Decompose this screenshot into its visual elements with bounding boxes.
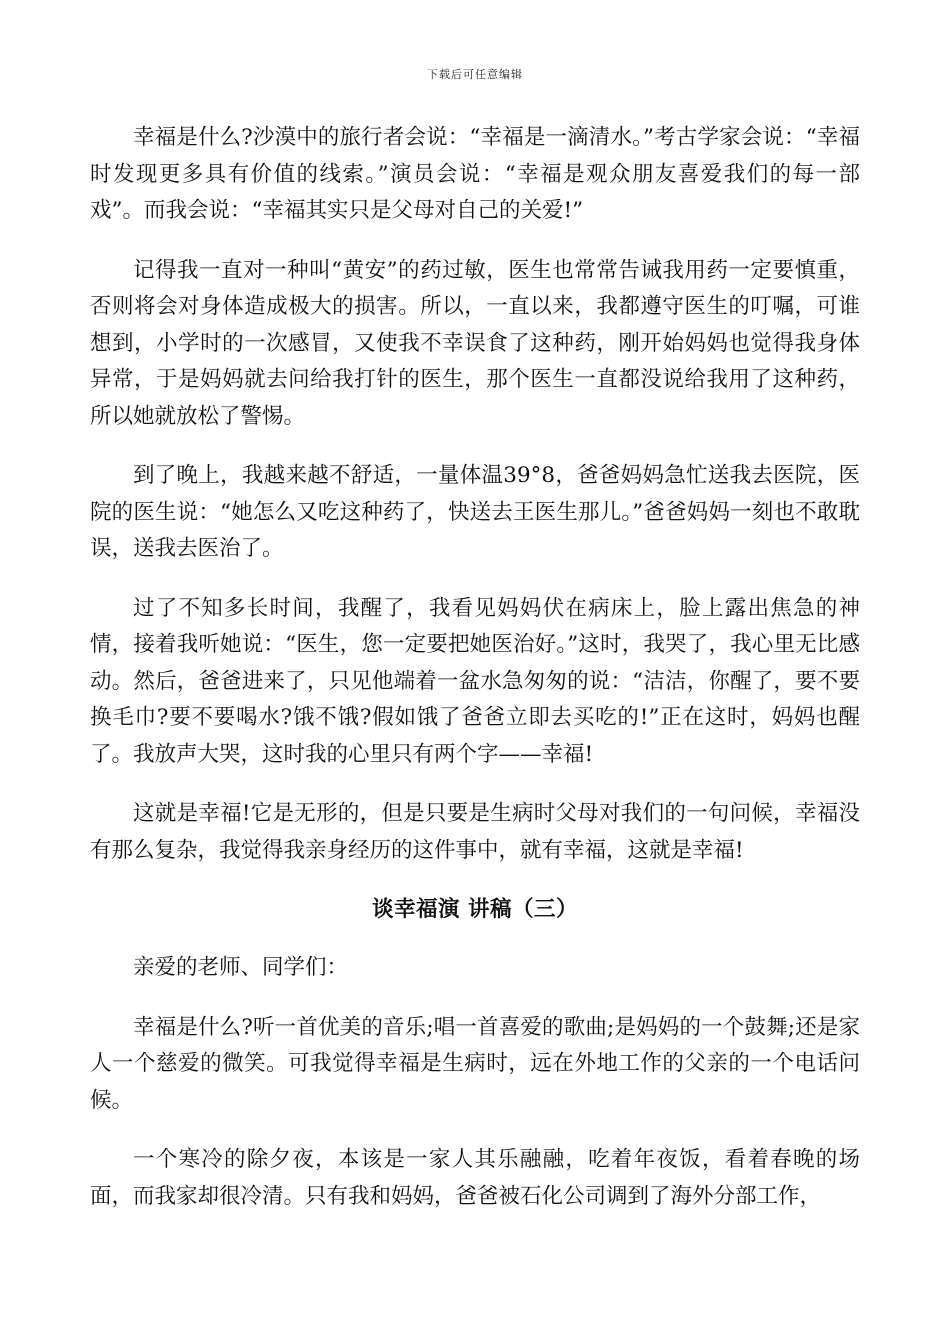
paragraph: 幸福是什么?沙漠中的旅行者会说：“幸福是一滴清水。”考古学家会说：“幸福时发现更多具有价值的线索。”演员会说：“幸福是观众朋友喜爱我们的每一部戏”。而我会说：“幸福其实只是父母对自己的关爱!” (90, 125, 860, 223)
document-body (90, 120, 860, 1238)
paragraph: 到了晚上，我越来越不舒适，一量体温39°8，爸爸妈妈急忙送我去医院，医院的医生说：“她怎么又吃这种药了，快送去王医生那儿。”爸爸妈妈一刻也不敢耽误，送我去医治了。 (90, 463, 860, 561)
paragraph: 亲爱的老师、同学们： (133, 955, 349, 980)
header-note: 下载后可任意编辑 (427, 68, 523, 81)
paragraph: 幸福是什么?听一首优美的音乐;唱一首喜爱的歌曲;是妈妈的一个鼓舞;还是家人一个慈爱的微笑。可我觉得幸福是生病时，远在外地工作的父亲的一个电话问候。 (90, 1014, 860, 1113)
section-heading: 谈幸福演 讲稿（三） (372, 897, 578, 922)
paragraph: 一个寒冷的除夕夜，本该是一家人其乐融融，吃着年夜饭，看着春晚的场面，而我家却很冷清。只有我和妈妈，爸爸被石化公司调到了海外分部工作， (90, 1147, 860, 1209)
paragraph: 这就是幸福!它是无形的，但是只要是生病时父母对我们的一句问候，幸福没有那么复杂，我觉得我亲身经历的这件事中，就有幸福，这就是幸福! (90, 801, 860, 863)
paragraph: 记得我一直对一种叫“黄安”的药过敏，医生也常常告诫我用药一定要慎重，否则将会对身体造成极大的损害。所以，一直以来，我都遵守医生的叮嘱，可谁想到，小学时的一次感冒，又使我不幸误食了这种药，刚开始妈妈也觉得我身体异常，于是妈妈就去问给我打针的医生，那个医生一直都没说给我用了这种药，所以她就放松了警惕。 (90, 257, 860, 429)
paragraph: 过了不知多长时间，我醒了，我看见妈妈伏在病床上，脸上露出焦急的神情，接着我听她说：“医生，您一定要把她医治好。”这时，我哭了，我心里无比感动。然后，爸爸进来了，只见他端着一盆水急匆匆的说：“洁洁，你醒了，要不要换毛巾?要不要喝水?饿不饿?假如饿了爸爸立即去买吃的!”正在这时，妈妈也醒了。我放声大哭，这时我的心里只有两个字——幸福! (90, 595, 860, 767)
